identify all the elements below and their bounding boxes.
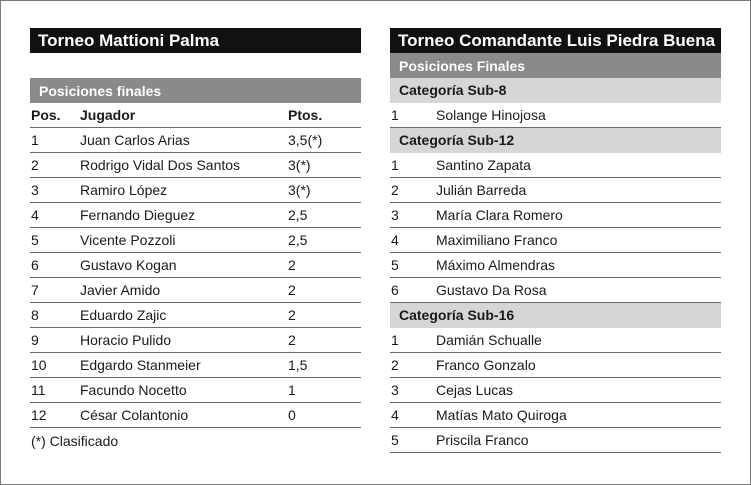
row-player: Juan Carlos Arias	[80, 132, 190, 148]
list-item	[390, 403, 721, 428]
row-player: César Colantonio	[80, 407, 189, 423]
table-row	[30, 328, 361, 353]
row-pos: 5	[391, 432, 399, 448]
row-points: 3(*)	[288, 157, 311, 173]
table-row	[30, 403, 361, 428]
row-player: Edgardo Stanmeier	[80, 357, 201, 373]
table-row	[30, 228, 361, 253]
row-points: 2	[288, 332, 296, 348]
row-points: 2,5	[288, 232, 308, 248]
row-pos: 1	[391, 107, 399, 123]
list-item	[390, 328, 721, 353]
list-item	[390, 278, 721, 303]
table-row	[30, 278, 361, 303]
row-points: 2	[288, 307, 296, 323]
row-pos: 6	[31, 257, 39, 273]
table-row	[30, 353, 361, 378]
row-player: Damián Schualle	[436, 332, 542, 348]
row-points: 3,5(*)	[288, 132, 323, 148]
category-header: Categoría Sub-8	[390, 78, 721, 103]
row-player: Ramiro López	[80, 182, 168, 198]
row-pos: 11	[31, 382, 46, 398]
row-pos: 5	[31, 232, 39, 248]
piedra-buena-panel	[390, 28, 721, 453]
row-points: 3(*)	[288, 182, 311, 198]
row-points: 2,5	[288, 207, 308, 223]
header-player: Jugador	[80, 107, 136, 123]
list-item	[390, 203, 721, 228]
row-player: Priscila Franco	[436, 432, 529, 448]
row-points: 1,5	[288, 357, 308, 373]
row-pos: 5	[391, 257, 399, 273]
header-pos: Pos.	[31, 107, 61, 123]
row-player: Santino Zapata	[436, 157, 531, 173]
row-pos: 2	[391, 182, 399, 198]
category-list	[390, 78, 721, 453]
row-player: Maximiliano Franco	[436, 232, 558, 248]
list-item	[390, 153, 721, 178]
table-row	[30, 178, 361, 203]
list-item	[390, 253, 721, 278]
row-points: 2	[288, 282, 296, 298]
table-row	[30, 128, 361, 153]
row-pos: 3	[391, 382, 399, 398]
list-item	[390, 228, 721, 253]
table-row	[30, 378, 361, 403]
list-item	[390, 353, 721, 378]
row-player: Julián Barreda	[436, 182, 527, 198]
row-pos: 9	[31, 332, 39, 348]
mattioni-palma-panel	[30, 28, 361, 453]
category-header: Categoría Sub-16	[390, 303, 721, 328]
panel-subtitle: Posiciones finales	[30, 78, 361, 103]
row-pos: 8	[31, 307, 39, 323]
row-player: Matías Mato Quiroga	[436, 407, 567, 423]
row-player: Javier Amido	[80, 282, 161, 298]
footnote: (*) Clasificado	[31, 433, 119, 449]
table-row	[30, 303, 361, 328]
list-item	[390, 378, 721, 403]
row-pos: 1	[31, 132, 39, 148]
panel-subtitle: Posiciones Finales	[390, 53, 721, 78]
standings-table	[30, 128, 361, 428]
row-points: 0	[288, 407, 296, 423]
row-player: Eduardo Zajic	[80, 307, 167, 323]
table-row	[30, 203, 361, 228]
row-pos: 7	[31, 282, 39, 298]
row-player: Gustavo Da Rosa	[436, 282, 547, 298]
row-pos: 4	[31, 207, 39, 223]
row-points: 2	[288, 257, 296, 273]
list-item	[390, 178, 721, 203]
row-player: Máximo Almendras	[436, 257, 556, 273]
row-points: 1	[288, 382, 296, 398]
row-player: Facundo Nocetto	[80, 382, 187, 398]
row-player: Fernando Dieguez	[80, 207, 196, 223]
panel-title: Torneo Mattioni Palma	[30, 28, 361, 53]
category-header: Categoría Sub-12	[390, 128, 721, 153]
row-pos: 3	[391, 207, 399, 223]
table-row	[30, 253, 361, 278]
list-item	[390, 103, 721, 128]
row-pos: 4	[391, 232, 399, 248]
header-points: Ptos.	[288, 107, 323, 123]
row-player: María Clara Romero	[436, 207, 563, 223]
row-pos: 10	[31, 357, 47, 373]
row-player: Gustavo Kogan	[80, 257, 177, 273]
row-pos: 1	[391, 332, 399, 348]
row-player: Cejas Lucas	[436, 382, 514, 398]
row-pos: 2	[31, 157, 39, 173]
table-header	[30, 103, 361, 128]
row-pos: 2	[391, 357, 399, 373]
row-player: Franco Gonzalo	[436, 357, 536, 373]
row-pos: 6	[391, 282, 399, 298]
list-item	[390, 428, 721, 453]
row-player: Horacio Pulido	[80, 332, 172, 348]
row-player: Vicente Pozzoli	[80, 232, 176, 248]
table-row	[30, 153, 361, 178]
row-player: Rodrigo Vidal Dos Santos	[80, 157, 241, 173]
spacer	[30, 53, 361, 78]
row-pos: 4	[391, 407, 399, 423]
row-player: Solange Hinojosa	[436, 107, 546, 123]
row-pos: 12	[31, 407, 47, 423]
row-pos: 1	[391, 157, 399, 173]
row-pos: 3	[31, 182, 39, 198]
panel-title: Torneo Comandante Luis Piedra Buena	[390, 28, 721, 53]
